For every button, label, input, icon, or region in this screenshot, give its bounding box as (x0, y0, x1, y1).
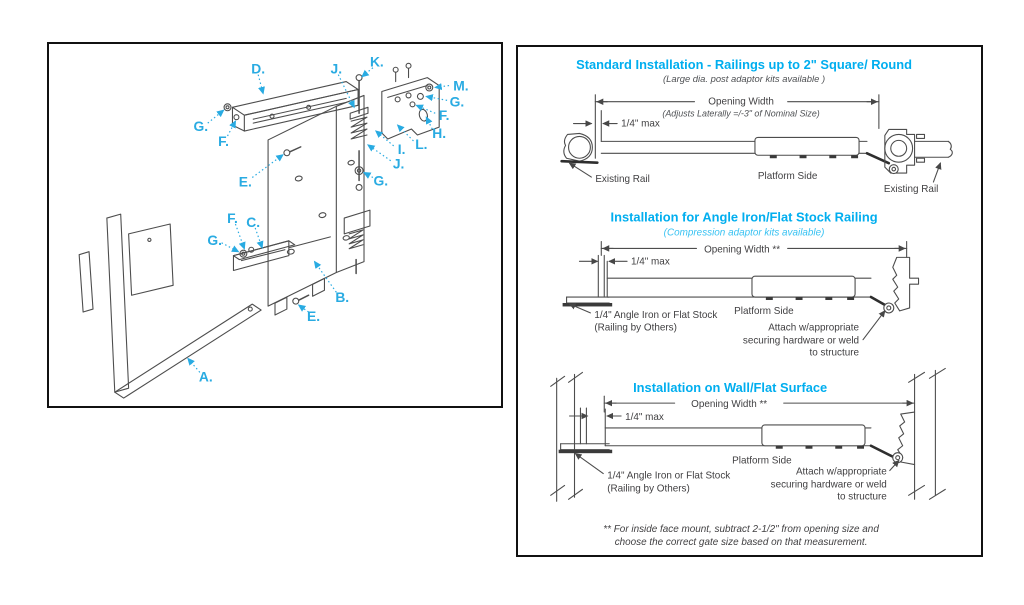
section2-angle-line1: 1/4" Angle Iron or Flat Stock (594, 309, 718, 321)
section3-attach-line2: securing hardware or weld (770, 479, 887, 491)
section1-gate-bar (601, 137, 889, 163)
section3-quarter-label: 1/4" max (625, 411, 664, 423)
installation-diagrams (518, 47, 981, 555)
section2-title: Installation for Angle Iron/Flat Stock Railing (610, 209, 878, 225)
section3-angle-leader (576, 454, 604, 474)
part-label-k: K. (369, 53, 384, 70)
section3-attach-leader (890, 461, 899, 471)
footnote-line1: ** For inside face mount, subtract 2-1/2" from opening size and (603, 524, 879, 536)
part-label-b: B. (335, 289, 350, 306)
section1-adjusts-label: (Adjusts Laterally =/-3" of Nominal Size) (662, 108, 820, 119)
main-plate (268, 106, 336, 315)
section3-title: Installation on Wall/Flat Surface (633, 380, 828, 396)
part-label-j2: J. (392, 155, 405, 172)
section2-angle-line2: (Railing by Others) (594, 322, 677, 334)
section1-subtitle: (Large dia. post adaptor kits available ) (663, 72, 826, 84)
gate-arm-assembly (79, 214, 261, 398)
section3-angle-line2: (Railing by Others) (607, 483, 690, 495)
section2-gate-bar (607, 261, 887, 306)
part-label-e2: E. (307, 307, 321, 324)
top-channel (232, 82, 358, 131)
part-label-l: L. (415, 135, 428, 152)
section1-existing-rail-right: Existing Rail (883, 183, 939, 195)
part-label-g1: G. (449, 93, 465, 110)
section2-attach-line3: to structure (809, 347, 860, 359)
exploded-view-panel (47, 42, 503, 408)
section1-existing-rail-left: Existing Rail (595, 174, 650, 186)
section3-attach-line1: Attach w/appropriate (795, 466, 887, 478)
part-label-f1: F. (438, 107, 450, 124)
part-label-g2: G. (373, 172, 389, 189)
section2-quarter-label: 1/4" max (631, 256, 670, 268)
part-label-a: A. (198, 368, 213, 385)
section2-opening-width-label: Opening Width ** (704, 244, 781, 256)
bottom-channel (233, 237, 330, 271)
section3-angle-iron (559, 408, 613, 453)
section3-platform-side: Platform Side (732, 455, 792, 467)
wall-installation-diagram (551, 368, 946, 547)
part-label-d: D. (251, 60, 266, 77)
part-label-j1: J. (330, 60, 343, 77)
section2-attach-line2: securing hardware or weld (742, 335, 860, 347)
fasteners (224, 104, 309, 304)
section2-subtitle: (Compression adaptor kits available) (663, 227, 825, 239)
footnote-line2: choose the correct gate size based on that measurement. (614, 536, 868, 548)
section1-right-clamp (885, 129, 952, 173)
part-label-e1: E. (238, 173, 252, 190)
section1-right-rail-leader (933, 163, 940, 182)
part-label-i: I. (397, 140, 406, 157)
section1-left-rail (562, 133, 598, 162)
hinge-bracket (382, 63, 439, 139)
part-labels (194, 54, 469, 385)
section1-platform-side: Platform Side (757, 171, 818, 183)
part-label-g4: G. (207, 231, 222, 248)
part-label-g3: G. (193, 118, 209, 135)
section3-attach-line3: to structure (837, 491, 887, 503)
section1-quarter-label: 1/4" max (621, 118, 660, 130)
installation-panel (516, 45, 983, 557)
part-label-h: H. (432, 124, 447, 141)
section1-left-rail-leader (570, 163, 592, 177)
section3-bracket (893, 412, 915, 465)
angle-iron-installation-diagram (563, 210, 919, 359)
part-label-c: C. (246, 213, 261, 230)
section2-attach-leader (863, 311, 885, 340)
section2-platform-side: Platform Side (734, 305, 794, 317)
section3-opening-width-label: Opening Width ** (691, 399, 768, 411)
part-label-m: M. (453, 77, 469, 94)
part-label-f2: F. (218, 132, 229, 149)
section3-angle-line1: 1/4" Angle Iron or Flat Stock (607, 470, 731, 482)
section2-attach-line1: Attach w/appropriate (768, 322, 860, 334)
section1-opening-width-label: Opening Width (708, 96, 774, 108)
section1-title: Standard Installation - Railings up to 2" Square/ Round (576, 57, 912, 73)
part-label-f3: F. (227, 210, 238, 227)
exploded-diagram (49, 44, 501, 406)
standard-installation-diagram (562, 57, 953, 195)
section2-angle-iron (563, 255, 613, 306)
section2-bracket (884, 257, 919, 313)
